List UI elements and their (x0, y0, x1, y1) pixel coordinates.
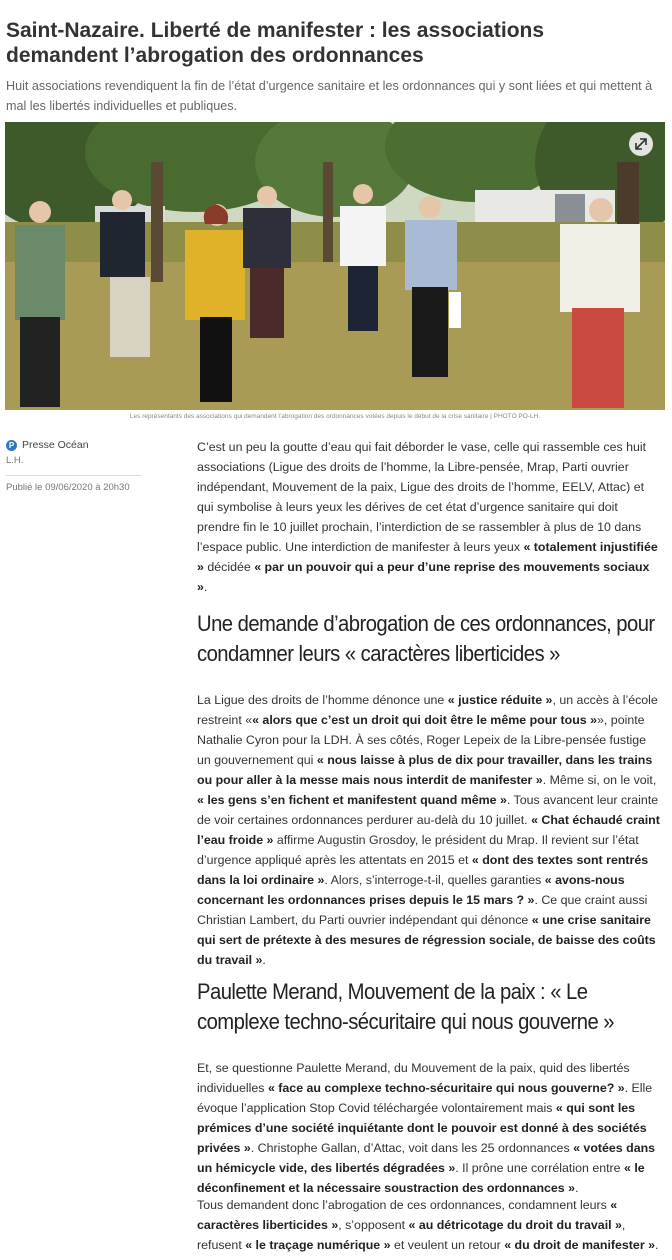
text-run: Tous demandent donc l’abrogation de ces ordonnances, condamnent leurs (197, 1198, 611, 1212)
text-run: . (262, 953, 266, 967)
meta-divider (6, 475, 142, 476)
source-row (6, 437, 146, 453)
article-meta (6, 437, 146, 493)
quote: « avons-nous concernant les ordonnances prises depuis le 15 mars ? » (197, 873, 625, 907)
text-run: , un accès à l’école restreint « (197, 693, 658, 727)
paragraph-4 (197, 1195, 660, 1255)
paragraph-3 (197, 1058, 660, 1198)
quote: « justice réduite » (447, 693, 553, 707)
article-lede: Huit associations revendiquent la fin de l’état d’urgence sanitaire et les ordonnances qui y sont liées et qui mettent à mal les libertés individuelles et publiques. (6, 79, 653, 113)
article-photo[interactable] (5, 122, 665, 410)
text-run: . Alors, s’interroge-t-il, quelles garanties (324, 873, 545, 887)
text-run: , refusent (197, 1218, 626, 1252)
published-date: Publié le 09/06/2020 à 20h30 (6, 482, 130, 493)
quote: « Chat échaudé craint l’eau froide » (197, 813, 660, 847)
text-run: La Ligue des droits de l’homme dénonce une (197, 693, 448, 707)
text-run: affirme Augustin Grosdoy, le président du Mrap. Il revient sur l’état d’urgence appliqué après les attentats en 2015 et (197, 833, 639, 867)
text-run: . Il prône une corrélation entre (455, 1161, 625, 1175)
text-run: . Christophe Gallan, d’Attac, voit dans les 25 ordonnances (250, 1141, 574, 1155)
quote: « nous laisse à plus de dix pour travailler, dans les trains ou pour aller à la messe mais nous interdit de manifester » (197, 753, 653, 787)
text-run: décidée (203, 560, 255, 574)
text-run: . (203, 580, 208, 594)
text-run: . Tous avancent leur crainte de voir certaines ordonnances perdurer au-delà du 10 juillet. (197, 793, 659, 827)
source-name[interactable]: Presse Océan (22, 439, 89, 451)
text-run: . Même si, on le voit, (542, 773, 657, 787)
text-run: . (654, 1238, 659, 1252)
text-run: C’est un peu la goutte d’eau qui fait déborder le vase, celle qui rassemble ces huit associations (Ligue des droits de l’homme, la Libre-pensée, Mrap, Parti ouvrier indépendant, Mouvement de la paix, Ligue des droits de l’homme, EELV, Attac) et qui symbolise à leurs yeux les dérives de cet état d’urgence sanitaire qui doit prendre fin le 10 juillet prochain, l’interdiction de se rassembler à plus de 10 dans l’espace public. Une interdiction de manifester à leurs yeux (197, 440, 647, 554)
presse-ocean-icon: P (6, 440, 17, 451)
quote: « une crise sanitaire qui sert de prétexte à des mesures de régression sociale, de baisse des coûts du travail » (197, 913, 656, 967)
quote: « alors que c’est un droit qui doit être le même pour tous » (252, 713, 598, 727)
photo-caption: Les représentants des associations qui demandent l’abrogation des ordonnances votées depuis le début de la crise sanitaire | PHOTO PO-LH. (129, 413, 541, 420)
text-run: et veulent un retour (390, 1238, 505, 1252)
expand-photo-button[interactable] (629, 132, 653, 156)
paragraph-1 (197, 437, 660, 597)
quote: « le traçage numérique » (245, 1238, 391, 1252)
person-4 (243, 186, 291, 338)
text-run: », pointe Nathalie Cyron pour la LDH. À ses côtés, Roger Lepeix de la Libre-pensée fustige un gouvernement qui (197, 713, 647, 767)
quote: « du droit de manifester » (504, 1238, 655, 1252)
person-1 (15, 201, 65, 407)
quote: « au détricotage du droit du travail » (408, 1218, 622, 1232)
quote: « dont des textes sont rentrés dans la loi ordinaire » (197, 853, 649, 887)
article-headline: Saint-Nazaire. Liberté de manifester : les associations demandent l’abrogation des ordonnances (6, 19, 545, 67)
quote: « les gens s’en fichent et manifestent quand même » (197, 793, 507, 807)
paragraph-2 (197, 690, 660, 970)
text-run: . Ce que craint aussi Christian Lambert, du Parti ouvrier indépendant qui dénonce (197, 893, 648, 927)
quote: « votées dans un hémicycle vide, des libertés dégradées » (197, 1141, 656, 1175)
author: L.H. (6, 455, 24, 466)
section-heading-2: Paulette Merand, Mouvement de la paix : « Le complexe techno-sécuritaire qui nous gouverne » (197, 979, 615, 1034)
quote: « qui sont les prémices d’une société inquiétante dont le pouvoir est donné à des sociétés privées » (197, 1101, 647, 1155)
text-run: . (575, 1181, 579, 1195)
quote: « le déconfinement et la nécessaire soustraction des ordonnances » (197, 1161, 645, 1195)
text-run: . Elle évoque l’application Stop Covid téléchargée volontairement mais (197, 1081, 653, 1115)
text-run: Et, se questionne Paulette Merand, du Mouvement de la paix, quid des libertés individuelles (197, 1061, 630, 1095)
expand-icon (629, 132, 653, 156)
group-photo-illustration (5, 122, 665, 410)
quote: « face au complexe techno-sécuritaire qui nous gouverne? » (267, 1081, 625, 1095)
quote: « totalement injustifiée » (197, 540, 658, 574)
quote: « par un pouvoir qui a peur d’une reprise des mouvements sociaux » (197, 560, 650, 594)
quote: « caractères liberticides » (197, 1198, 618, 1232)
text-run: , s’opposent (338, 1218, 409, 1232)
section-heading-1: Une demande d’abrogation de ces ordonnances, pour condamner leurs « caractères liberticides » (197, 611, 655, 666)
